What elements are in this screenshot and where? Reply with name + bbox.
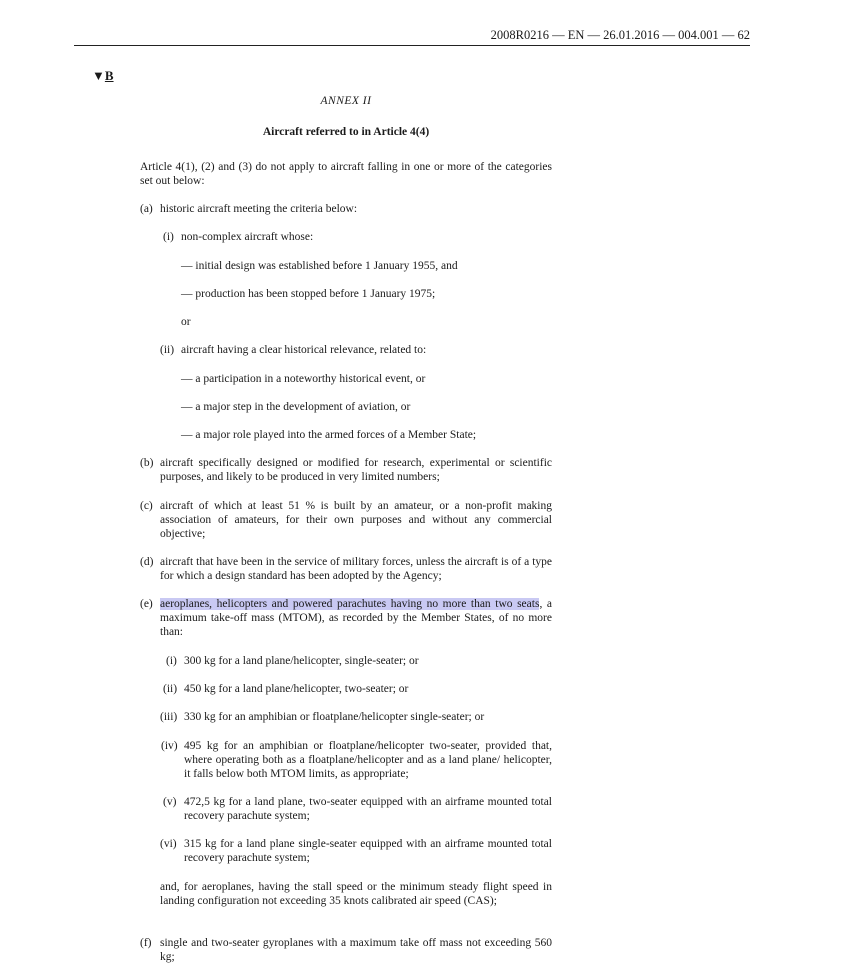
item-f-label: (f) bbox=[140, 937, 152, 949]
item-a-ii-dash-2: — a major step in the development of aviation, or bbox=[181, 400, 552, 414]
item-f-text: single and two-seater gyroplanes with a maximum take off mass not exceeding 560 kg; bbox=[160, 937, 552, 963]
item-e-iv-text: 495 kg for an amphibian or floatplane/helicopter two-seater, provided that, where operating both as a floatplane/helicopter and as a land plane/ helicopter, it falls below both MTOM limits, as appropriate; bbox=[184, 740, 552, 780]
item-e-closing-text: and, for aeroplanes, having the stall speed or the minimum steady flight speed in landing configuration not exceeding 35 knots calibrated air speed (CAS); bbox=[160, 881, 552, 907]
item-a-ii-dash-3: — a major role played into the armed forces of a Member State; bbox=[181, 428, 552, 442]
triangle-down-icon: ▼ bbox=[92, 68, 105, 83]
item-d-text: aircraft that have been in the service of military forces, unless the aircraft is of a type for which a design standard has been adopted by the Agency; bbox=[160, 556, 552, 582]
item-a-i-dash-1: — initial design was established before 1 January 1955, and bbox=[181, 259, 552, 273]
item-a-ii-dash-1: — a participation in a noteworthy historical event, or bbox=[181, 372, 552, 386]
item-a-ii-text: aircraft having a clear historical relevance, related to: bbox=[181, 344, 427, 356]
item-e-iv-label: (iv) bbox=[161, 740, 178, 752]
amendment-marker bbox=[92, 68, 114, 84]
item-e-iii-label: (iii) bbox=[160, 711, 178, 723]
item-e-i-label: (i) bbox=[166, 655, 177, 667]
item-a-i-text: non-complex aircraft whose: bbox=[181, 231, 314, 243]
item-e-rest-text: , a maximum take-off mass (MTOM), as recorded by the Member States, of no more than: bbox=[160, 598, 552, 638]
item-a-i-label: (i) bbox=[163, 231, 174, 243]
page-header: 2008R0216 — EN — 26.01.2016 — 004.001 — 62 bbox=[74, 27, 750, 46]
item-a-i-dash-2: — production has been stopped before 1 January 1975; bbox=[181, 287, 552, 301]
annex-title: ANNEX II bbox=[320, 95, 372, 107]
item-a-ii-label: (ii) bbox=[160, 344, 175, 356]
item-e-highlighted-text[interactable]: aeroplanes, helicopters and powered parachutes having no more than two seats bbox=[160, 598, 540, 610]
item-a-or: or bbox=[181, 316, 191, 328]
annex-subtitle: Aircraft referred to in Article 4(4) bbox=[262, 126, 430, 138]
item-c-text: aircraft of which at least 51 % is built by an amateur, or a non-profit making association of amateurs, for their own purposes and without any commercial objective; bbox=[160, 500, 552, 540]
item-c-label: (c) bbox=[140, 500, 153, 512]
item-e-iii-text: 330 kg for an amphibian or floatplane/helicopter single-seater; or bbox=[184, 711, 485, 723]
item-e-label: (e) bbox=[140, 598, 153, 610]
item-e-v-text: 472,5 kg for a land plane, two-seater equipped with an airframe mounted total recovery parachute system; bbox=[184, 796, 552, 822]
item-b-label: (b) bbox=[140, 457, 154, 469]
intro-paragraph: Article 4(1), (2) and (3) do not apply to aircraft falling in one or more of the categories set out below: bbox=[140, 161, 552, 187]
item-e-i-text: 300 kg for a land plane/helicopter, single-seater; or bbox=[184, 655, 419, 667]
item-e-vi-label: (vi) bbox=[160, 838, 177, 850]
item-e-ii-text: 450 kg for a land plane/helicopter, two-seater; or bbox=[184, 683, 409, 695]
item-e-text bbox=[160, 597, 552, 639]
item-a-text: historic aircraft meeting the criteria below: bbox=[160, 203, 358, 215]
item-d-label: (d) bbox=[140, 556, 154, 568]
marker-letter: B bbox=[104, 68, 114, 83]
item-a-label: (a) bbox=[140, 203, 153, 215]
item-e-ii-label: (ii) bbox=[163, 683, 178, 695]
item-b-text: aircraft specifically designed or modified for research, experimental or scientific purposes, and likely to be produced in very limited numbers; bbox=[160, 457, 552, 483]
item-e-v-label: (v) bbox=[163, 796, 177, 808]
item-e-vi-text: 315 kg for a land plane single-seater equipped with an airframe mounted total recovery parachute system; bbox=[184, 838, 552, 864]
